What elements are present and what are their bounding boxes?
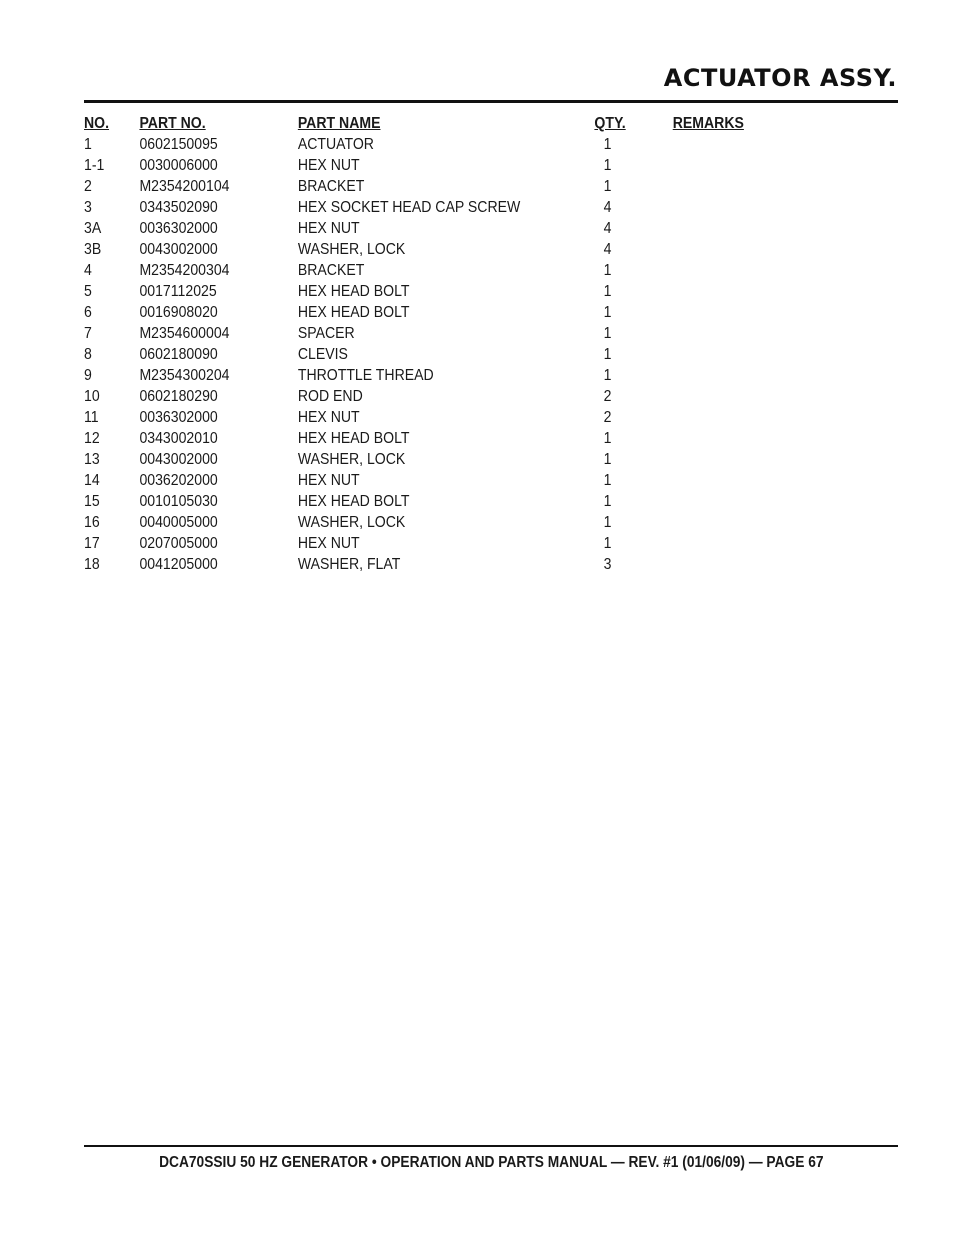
cell-part-name: HEX HEAD BOLT [297, 304, 410, 321]
cell-part-name: HEX NUT [297, 535, 360, 552]
cell-part-no: 0602180090 [139, 346, 218, 363]
cell-part-name: ROD END [297, 388, 363, 405]
header-part-name: PART NAME [297, 115, 381, 132]
cell-part-no: 0036302000 [139, 409, 218, 426]
cell-no: 2 [84, 178, 92, 195]
cell-no: 1 [84, 136, 92, 153]
cell-part-name: WASHER, FLAT [297, 556, 401, 573]
cell-part-name: HEX NUT [297, 409, 360, 426]
footer-divider [84, 1145, 898, 1147]
cell-no: 4 [84, 262, 92, 279]
cell-part-name: BRACKET [297, 262, 365, 279]
cell-no: 12 [84, 430, 100, 447]
cell-qty: 1 [603, 367, 612, 384]
cell-no: 6 [84, 304, 92, 321]
cell-part-no: 0043002000 [139, 241, 218, 258]
cell-part-no: 0036302000 [139, 220, 218, 237]
cell-qty: 4 [603, 220, 612, 237]
header-remarks: REMARKS [672, 115, 744, 132]
cell-part-no: 0041205000 [139, 556, 218, 573]
cell-part-name: HEX HEAD BOLT [297, 430, 410, 447]
header-part-no: PART NO. [139, 115, 206, 132]
cell-part-name: HEX HEAD BOLT [297, 493, 410, 510]
cell-no: 18 [84, 556, 100, 573]
cell-part-name: THROTTLE THREAD [297, 367, 434, 384]
cell-part-name: HEX SOCKET HEAD CAP SCREW [297, 199, 521, 216]
cell-qty: 1 [603, 535, 612, 552]
cell-part-no: 0010105030 [139, 493, 218, 510]
cell-no: 9 [84, 367, 92, 384]
cell-no: 5 [84, 283, 92, 300]
cell-part-no: 0343502090 [139, 199, 218, 216]
cell-no: 3 [84, 199, 92, 216]
cell-no: 1-1 [84, 157, 105, 174]
cell-qty: 4 [603, 199, 612, 216]
cell-qty: 1 [603, 430, 612, 447]
cell-qty: 1 [603, 451, 612, 468]
title-divider [84, 100, 898, 103]
cell-no: 17 [84, 535, 100, 552]
cell-part-no: 0043002000 [139, 451, 218, 468]
cell-part-no: M2354300204 [139, 367, 230, 384]
cell-qty: 4 [603, 241, 612, 258]
cell-no: 11 [84, 409, 99, 426]
cell-part-name: ACTUATOR [297, 136, 374, 153]
cell-part-no: 0602180290 [139, 388, 218, 405]
cell-no: 8 [84, 346, 92, 363]
cell-part-no: 0030006000 [139, 157, 218, 174]
cell-part-name: HEX HEAD BOLT [297, 283, 410, 300]
cell-qty: 1 [603, 262, 612, 279]
cell-no: 7 [84, 325, 92, 342]
cell-part-name: BRACKET [297, 178, 365, 195]
cell-qty: 1 [603, 157, 612, 174]
cell-qty: 1 [603, 136, 612, 153]
cell-qty: 1 [603, 472, 612, 489]
cell-part-name: SPACER [297, 325, 355, 342]
cell-qty: 1 [603, 178, 612, 195]
cell-part-no: 0207005000 [139, 535, 218, 552]
cell-part-no: 0016908020 [139, 304, 218, 321]
cell-part-no: 0343002010 [139, 430, 218, 447]
cell-no: 14 [84, 472, 100, 489]
cell-no: 13 [84, 451, 100, 468]
cell-qty: 1 [603, 283, 612, 300]
cell-part-no: M2354200104 [139, 178, 230, 195]
cell-qty: 1 [603, 493, 612, 510]
cell-part-name: WASHER, LOCK [297, 241, 406, 258]
cell-qty: 2 [603, 388, 612, 405]
cell-no: 3B [84, 241, 102, 258]
footer-text: DCA70SSIU 50 HZ GENERATOR • OPERATION AND PARTS MANUAL — REV. #1 (01/06/09) — PAGE 67 [158, 1154, 824, 1171]
header-no: NO. [84, 115, 110, 132]
cell-qty: 3 [603, 556, 612, 573]
cell-part-name: HEX NUT [297, 472, 360, 489]
cell-qty: 1 [603, 514, 612, 531]
cell-part-no: M2354200304 [139, 262, 230, 279]
cell-no: 10 [84, 388, 100, 405]
cell-part-no: 0602150095 [139, 136, 218, 153]
cell-part-name: CLEVIS [297, 346, 348, 363]
cell-qty: 1 [603, 325, 612, 342]
cell-no: 16 [84, 514, 100, 531]
cell-no: 3A [84, 220, 102, 237]
cell-qty: 1 [603, 304, 612, 321]
cell-part-name: WASHER, LOCK [297, 451, 406, 468]
cell-part-no: M2354600004 [139, 325, 230, 342]
page-footer [84, 1153, 898, 1173]
cell-part-name: HEX NUT [297, 220, 360, 237]
cell-no: 15 [84, 493, 100, 510]
cell-part-name: WASHER, LOCK [297, 514, 406, 531]
header-qty: QTY. [594, 115, 626, 132]
cell-part-no: 0017112025 [139, 283, 217, 300]
cell-qty: 2 [603, 409, 612, 426]
cell-part-no: 0036202000 [139, 472, 218, 489]
page-title: ACTUATOR ASSY. [663, 64, 897, 92]
cell-qty: 1 [603, 346, 612, 363]
cell-part-no: 0040005000 [139, 514, 218, 531]
cell-part-name: HEX NUT [297, 157, 360, 174]
